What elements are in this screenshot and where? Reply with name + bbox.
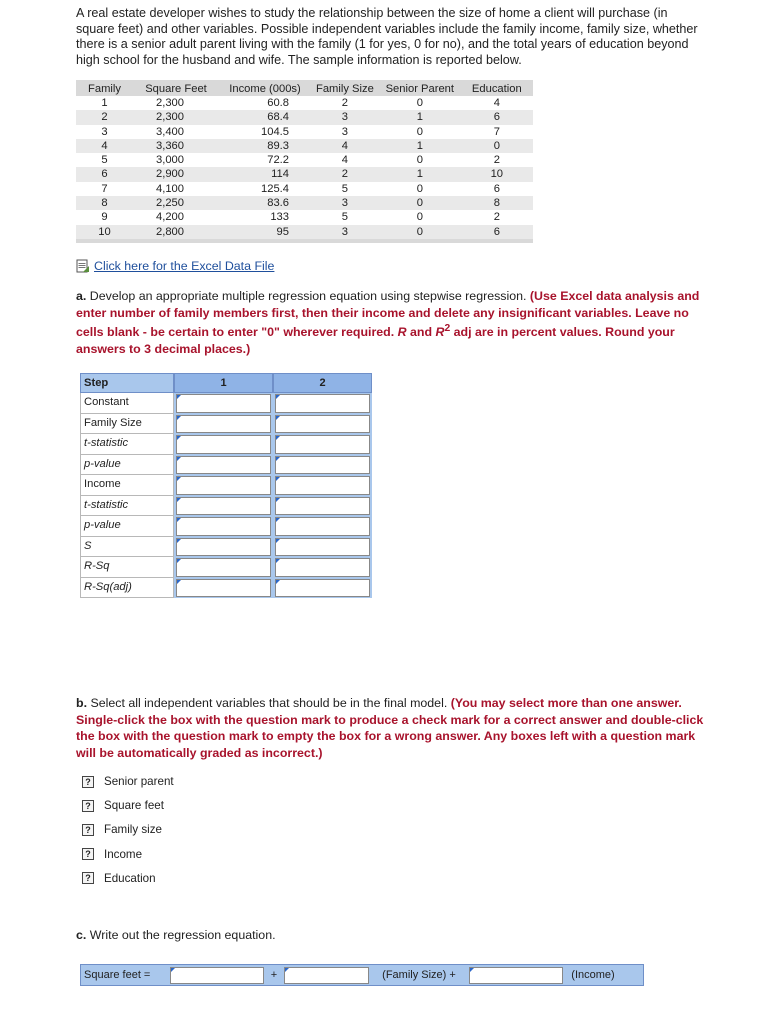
grid-cell-wrap: [273, 578, 372, 599]
grid-row: [80, 414, 372, 435]
table-cell: 4: [76, 139, 133, 153]
grid-cell-wrap: [174, 496, 273, 517]
table-cell: 3,000: [156, 154, 184, 167]
intercept-input[interactable]: [170, 967, 264, 984]
col-header-square-feet: Square Feet: [133, 80, 219, 96]
grid-cell-wrap: [174, 455, 273, 476]
table-cell: 3: [311, 196, 379, 210]
option-label: Senior parent: [104, 775, 174, 788]
col-header-senior-parent: Senior Parent: [379, 80, 461, 96]
option-row: [82, 848, 142, 861]
table-cell: 2,800: [133, 225, 219, 241]
step-1-input[interactable]: [176, 517, 271, 536]
table-row: [76, 167, 533, 181]
part-c-label: c.: [76, 928, 87, 942]
table-cell: 104.5: [261, 125, 289, 138]
table-row: [76, 210, 533, 224]
table-cell: 2: [76, 110, 133, 124]
table-cell: 2,900: [133, 167, 219, 181]
grid-row-label: t-statistic: [80, 434, 174, 455]
step-2-input[interactable]: [275, 558, 370, 577]
step-2-input[interactable]: [275, 579, 370, 598]
part-c-question: [76, 927, 706, 944]
table-cell: 89.3: [219, 139, 311, 153]
family-size-term-label: (Family Size) +: [382, 969, 456, 981]
table-cell: 3,360: [133, 139, 219, 153]
table-row: [76, 182, 533, 196]
grid-header-step-2: 2: [273, 373, 372, 393]
grid-cell-wrap: [273, 496, 372, 517]
table-cell: 95: [219, 225, 311, 241]
table-row: [76, 153, 533, 167]
excel-file-icon: [76, 259, 90, 273]
grid-row: [80, 434, 372, 455]
grid-header: [80, 373, 372, 393]
table-cell: 8: [461, 196, 533, 210]
part-b-instructions: (You may select more than one answer. Single-click the box with the question mark to produce a check mark for a correct answer and double-click the box with the question mark to empty the box for a wrong answer. Any boxes left with a question mark will be automatically graded as incorrect.): [76, 696, 704, 760]
table-cell: 5: [101, 154, 108, 167]
grid-row-label: R-Sq: [80, 557, 174, 578]
table-cell: 114: [219, 167, 311, 181]
table-cell: 3: [101, 125, 108, 138]
grid-row: [80, 537, 372, 558]
stepwise-results-grid: [80, 373, 372, 598]
step-1-input[interactable]: [176, 558, 271, 577]
option-label: Income: [104, 847, 143, 861]
table-cell: 0: [416, 97, 423, 109]
table-cell: 7: [101, 182, 108, 195]
step-1-input[interactable]: [176, 497, 271, 516]
table-cell: 4: [311, 139, 379, 153]
grid-row-label: R-Sq(adj): [80, 578, 174, 599]
step-2-input[interactable]: [275, 517, 370, 536]
table-cell: 1: [101, 97, 108, 109]
table-cell: 3,400: [156, 125, 184, 138]
equation-lhs-label: Square feet =: [84, 969, 151, 981]
table-cell: 2: [311, 167, 379, 181]
grid-cell-wrap: [273, 455, 372, 476]
grid-row-label: p-value: [80, 516, 174, 537]
grid-cell-wrap: [174, 434, 273, 455]
table-cell: 10: [76, 225, 133, 241]
grid-cell-wrap: [273, 516, 372, 537]
part-b-question: [76, 695, 706, 761]
part-a-label: a.: [76, 289, 87, 303]
grid-row: [80, 455, 372, 476]
question-checkbox[interactable]: ?: [82, 776, 94, 788]
option-row: [82, 799, 164, 812]
part-b-label: b.: [76, 696, 88, 710]
table-row: [76, 139, 533, 153]
table-cell: 6: [461, 225, 533, 241]
table-cell: 3: [341, 125, 349, 138]
table-cell: 2,300: [133, 110, 219, 124]
plus-sign: +: [270, 969, 278, 981]
table-cell: 0: [379, 196, 461, 210]
table-cell: 0: [416, 154, 423, 167]
grid-cell-wrap: [174, 414, 273, 435]
part-a-text: Develop an appropriate multiple regression equation using stepwise regression.: [86, 289, 530, 303]
table-cell: 6: [461, 110, 533, 124]
data-table: [76, 80, 533, 243]
grid-row: [80, 496, 372, 517]
option-label: Square feet: [104, 799, 164, 813]
table-cell: 1: [379, 110, 461, 124]
grid-cell-wrap: [273, 414, 372, 435]
table-cell: 133: [270, 211, 289, 224]
part-c-text: Write out the regression equation.: [86, 928, 276, 942]
option-label: Education: [104, 871, 156, 885]
excel-data-link[interactable]: [76, 259, 274, 273]
step-1-input[interactable]: [176, 476, 271, 495]
grid-cell-wrap: [273, 557, 372, 578]
regression-equation-row: [80, 964, 644, 986]
grid-cell-wrap: [174, 557, 273, 578]
table-cell: 0: [416, 125, 423, 138]
step-2-input[interactable]: [275, 476, 370, 495]
table-cell: 2,250: [133, 196, 219, 210]
table-cell: 8: [76, 196, 133, 210]
grid-row: [80, 578, 372, 599]
table-cell: 60.8: [267, 97, 289, 109]
question-checkbox[interactable]: ?: [82, 800, 94, 812]
table-cell: 0: [416, 182, 423, 195]
col-header-family: Family: [76, 80, 133, 96]
question-checkbox[interactable]: ?: [82, 824, 94, 836]
table-cell: 2: [493, 211, 500, 224]
table-cell: 4,100: [156, 182, 184, 195]
table-cell: 1: [379, 139, 461, 153]
step-1-input[interactable]: [176, 579, 271, 598]
question-checkbox[interactable]: ?: [82, 872, 94, 884]
grid-row-label: Income: [80, 475, 174, 496]
grid-row: [80, 557, 372, 578]
part-b-text: Select all independent variables that should be in the final model.: [87, 696, 451, 710]
grid-cell-wrap: [273, 393, 372, 414]
grid-cell-wrap: [174, 578, 273, 599]
step-1-input[interactable]: [176, 435, 271, 454]
table-row: [76, 196, 533, 210]
option-label: Family size: [104, 823, 162, 837]
grid-cell-wrap: [273, 537, 372, 558]
grid-row: [80, 393, 372, 414]
table-cell: 68.4: [219, 110, 311, 124]
table-cell: 10: [461, 167, 533, 181]
option-row: [82, 872, 156, 885]
table-cell: 4: [341, 154, 349, 167]
grid-header-step: Step: [80, 373, 174, 393]
table-cell: 1: [379, 167, 461, 181]
table-row: [76, 96, 533, 110]
grid-cell-wrap: [273, 475, 372, 496]
grid-cell-wrap: [174, 537, 273, 558]
step-1-input[interactable]: [176, 538, 271, 557]
table-cell: 83.6: [219, 196, 311, 210]
table-cell: 6: [493, 182, 500, 195]
option-row: [82, 775, 174, 788]
table-cell: 9: [101, 211, 108, 224]
grid-row: [80, 516, 372, 537]
table-cell: 0: [379, 225, 461, 241]
grid-cell-wrap: [273, 434, 372, 455]
table-cell: 2: [341, 97, 349, 109]
step-2-input[interactable]: [275, 415, 370, 434]
grid-cell-wrap: [174, 393, 273, 414]
grid-row-label: Constant: [80, 393, 174, 414]
step-2-input[interactable]: [275, 394, 370, 413]
grid-row-label: t-statistic: [80, 496, 174, 517]
table-cell: 2: [493, 154, 500, 167]
question-checkbox[interactable]: ?: [82, 848, 94, 860]
grid-row-label: S: [80, 537, 174, 558]
problem-intro: A real estate developer wishes to study the relationship between the size of home a client will purchase (in square feet) and other variables. Possible independent variables include the family income, family size, whether there is a senior adult parent living with the family (1 for yes, 0 for no), and the total years of education beyond high school for the husband and wife. The sample information is reported below.: [76, 6, 698, 67]
grid-row-label: p-value: [80, 455, 174, 476]
grid-header-step-1: 1: [174, 373, 273, 393]
step-2-input[interactable]: [275, 456, 370, 475]
option-row: [82, 823, 162, 836]
table-row: [76, 225, 533, 241]
step-2-input[interactable]: [275, 497, 370, 516]
step-2-input[interactable]: [275, 435, 370, 454]
step-1-input[interactable]: [176, 394, 271, 413]
income-coef-input[interactable]: [469, 967, 563, 984]
table-cell: 5: [341, 182, 349, 195]
step-1-input[interactable]: [176, 415, 271, 434]
col-header-family-size: Family Size: [311, 80, 379, 96]
table-row: [76, 110, 533, 124]
table-cell: 7: [493, 125, 500, 138]
step-1-input[interactable]: [176, 456, 271, 475]
step-2-input[interactable]: [275, 538, 370, 557]
part-a-question: [76, 288, 706, 357]
table-cell: 6: [76, 167, 133, 181]
table-cell: 125.4: [261, 182, 289, 195]
grid-cell-wrap: [174, 516, 273, 537]
excel-link-text[interactable]: Click here for the Excel Data File: [94, 259, 275, 273]
grid-row: [80, 475, 372, 496]
table-cell: 72.2: [267, 154, 289, 167]
table-cell: 0: [416, 211, 423, 224]
family-size-coef-input[interactable]: [284, 967, 369, 984]
table-cell: 4: [493, 97, 500, 109]
col-header-education: Education: [461, 80, 533, 96]
table-cell: 2,300: [156, 97, 184, 109]
col-header-income: Income (000s): [219, 80, 311, 96]
table-cell: 3: [311, 110, 379, 124]
table-row: [76, 125, 533, 139]
part-a-instructions: (Use Excel data analysis and enter number of family members first, then their income and delete any insignificant variables. Leave no cells blank - be certain to enter "0" wherever required. R and $R^2$ adj are in percent values. Round your answers to 3 decimal places.): [76, 289, 700, 356]
table-cell: 3: [311, 225, 379, 241]
table-cell: 4,200: [156, 211, 184, 224]
grid-row-label: Family Size: [80, 414, 174, 435]
table-header-row: [76, 80, 533, 96]
table-cell: 5: [341, 211, 349, 224]
income-term-label: (Income): [571, 969, 615, 981]
grid-cell-wrap: [174, 475, 273, 496]
table-cell: 0: [461, 139, 533, 153]
